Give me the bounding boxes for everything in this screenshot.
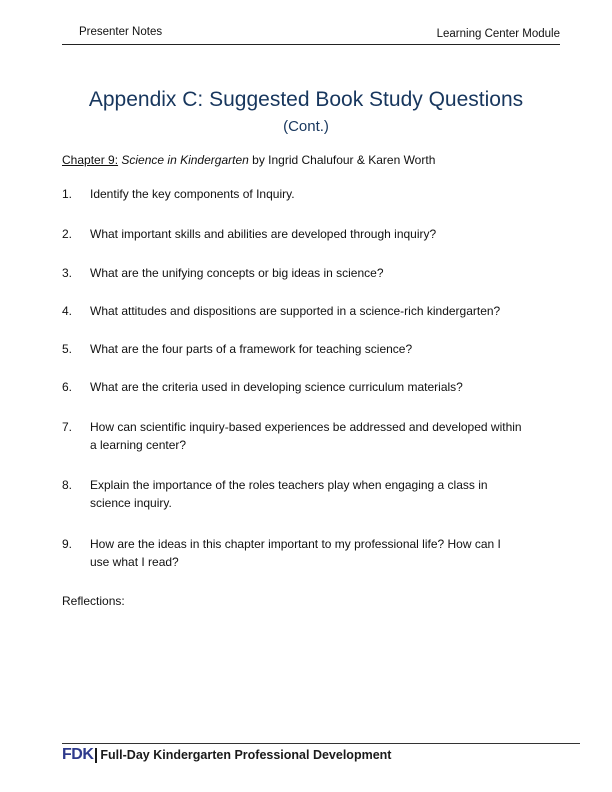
- logo-letter-f: F: [62, 746, 72, 763]
- question-line: What important skills and abilities are developed through inquiry?: [90, 227, 437, 241]
- question-number: 1.: [62, 187, 73, 201]
- question-number: 6.: [62, 380, 73, 394]
- question-line: a learning center?: [90, 438, 187, 452]
- question-text: [90, 418, 552, 454]
- fdk-logo: [62, 746, 100, 764]
- question-text: [90, 225, 552, 243]
- header-rule: [62, 44, 560, 45]
- question-number: 4.: [62, 304, 73, 318]
- question-line: What are the four parts of a framework for teaching science?: [90, 342, 413, 356]
- question-text: [90, 302, 552, 320]
- question-line: How are the ideas in this chapter important to my professional life? How can I: [90, 537, 501, 551]
- question-line: Explain the importance of the roles teachers play when engaging a class in: [90, 478, 488, 492]
- footer-rule: [62, 743, 580, 744]
- question-text: [90, 185, 552, 203]
- chapter-line: [62, 153, 435, 167]
- chapter-label: Chapter 9:: [62, 153, 119, 167]
- question-text: [90, 535, 552, 571]
- logo-letter-k: K: [82, 746, 94, 763]
- question-number: 3.: [62, 266, 73, 280]
- question-line: Identify the key components of Inquiry.: [90, 187, 295, 201]
- question-line: What attitudes and dispositions are supported in a science-rich kindergarten?: [90, 304, 501, 318]
- question-number: 9.: [62, 537, 73, 551]
- logo-letter-d: D: [71, 746, 83, 763]
- question-text: [90, 378, 552, 396]
- page-title: Appendix C: Suggested Book Study Questions: [88, 88, 524, 111]
- question-text: [90, 264, 552, 282]
- header-right: Learning Center Module: [436, 28, 560, 40]
- footer: [62, 746, 391, 764]
- question-line: use what I read?: [90, 555, 179, 569]
- question-line: What are the unifying concepts or big ideas in science?: [90, 266, 384, 280]
- chapter-book-title: Science in Kindergarten: [121, 153, 249, 167]
- question-line: science inquiry.: [90, 496, 172, 510]
- page-subtitle: (Cont.): [283, 118, 329, 135]
- question-number: 5.: [62, 342, 73, 356]
- footer-text: Full-Day Kindergarten Professional Development: [100, 748, 392, 762]
- header-left: Presenter Notes: [79, 26, 163, 38]
- question-line: What are the criteria used in developing science curriculum materials?: [90, 380, 463, 394]
- question-number: 8.: [62, 478, 73, 492]
- question-text: [90, 476, 552, 512]
- question-line: How can scientific inquiry-based experiences be addressed and developed within: [90, 420, 522, 434]
- question-number: 7.: [62, 420, 73, 434]
- question-text: [90, 340, 552, 358]
- question-number: 2.: [62, 227, 73, 241]
- chapter-authors: by Ingrid Chalufour & Karen Worth: [252, 153, 436, 167]
- reflections-label: Reflections:: [62, 594, 125, 608]
- logo-divider: [95, 748, 97, 763]
